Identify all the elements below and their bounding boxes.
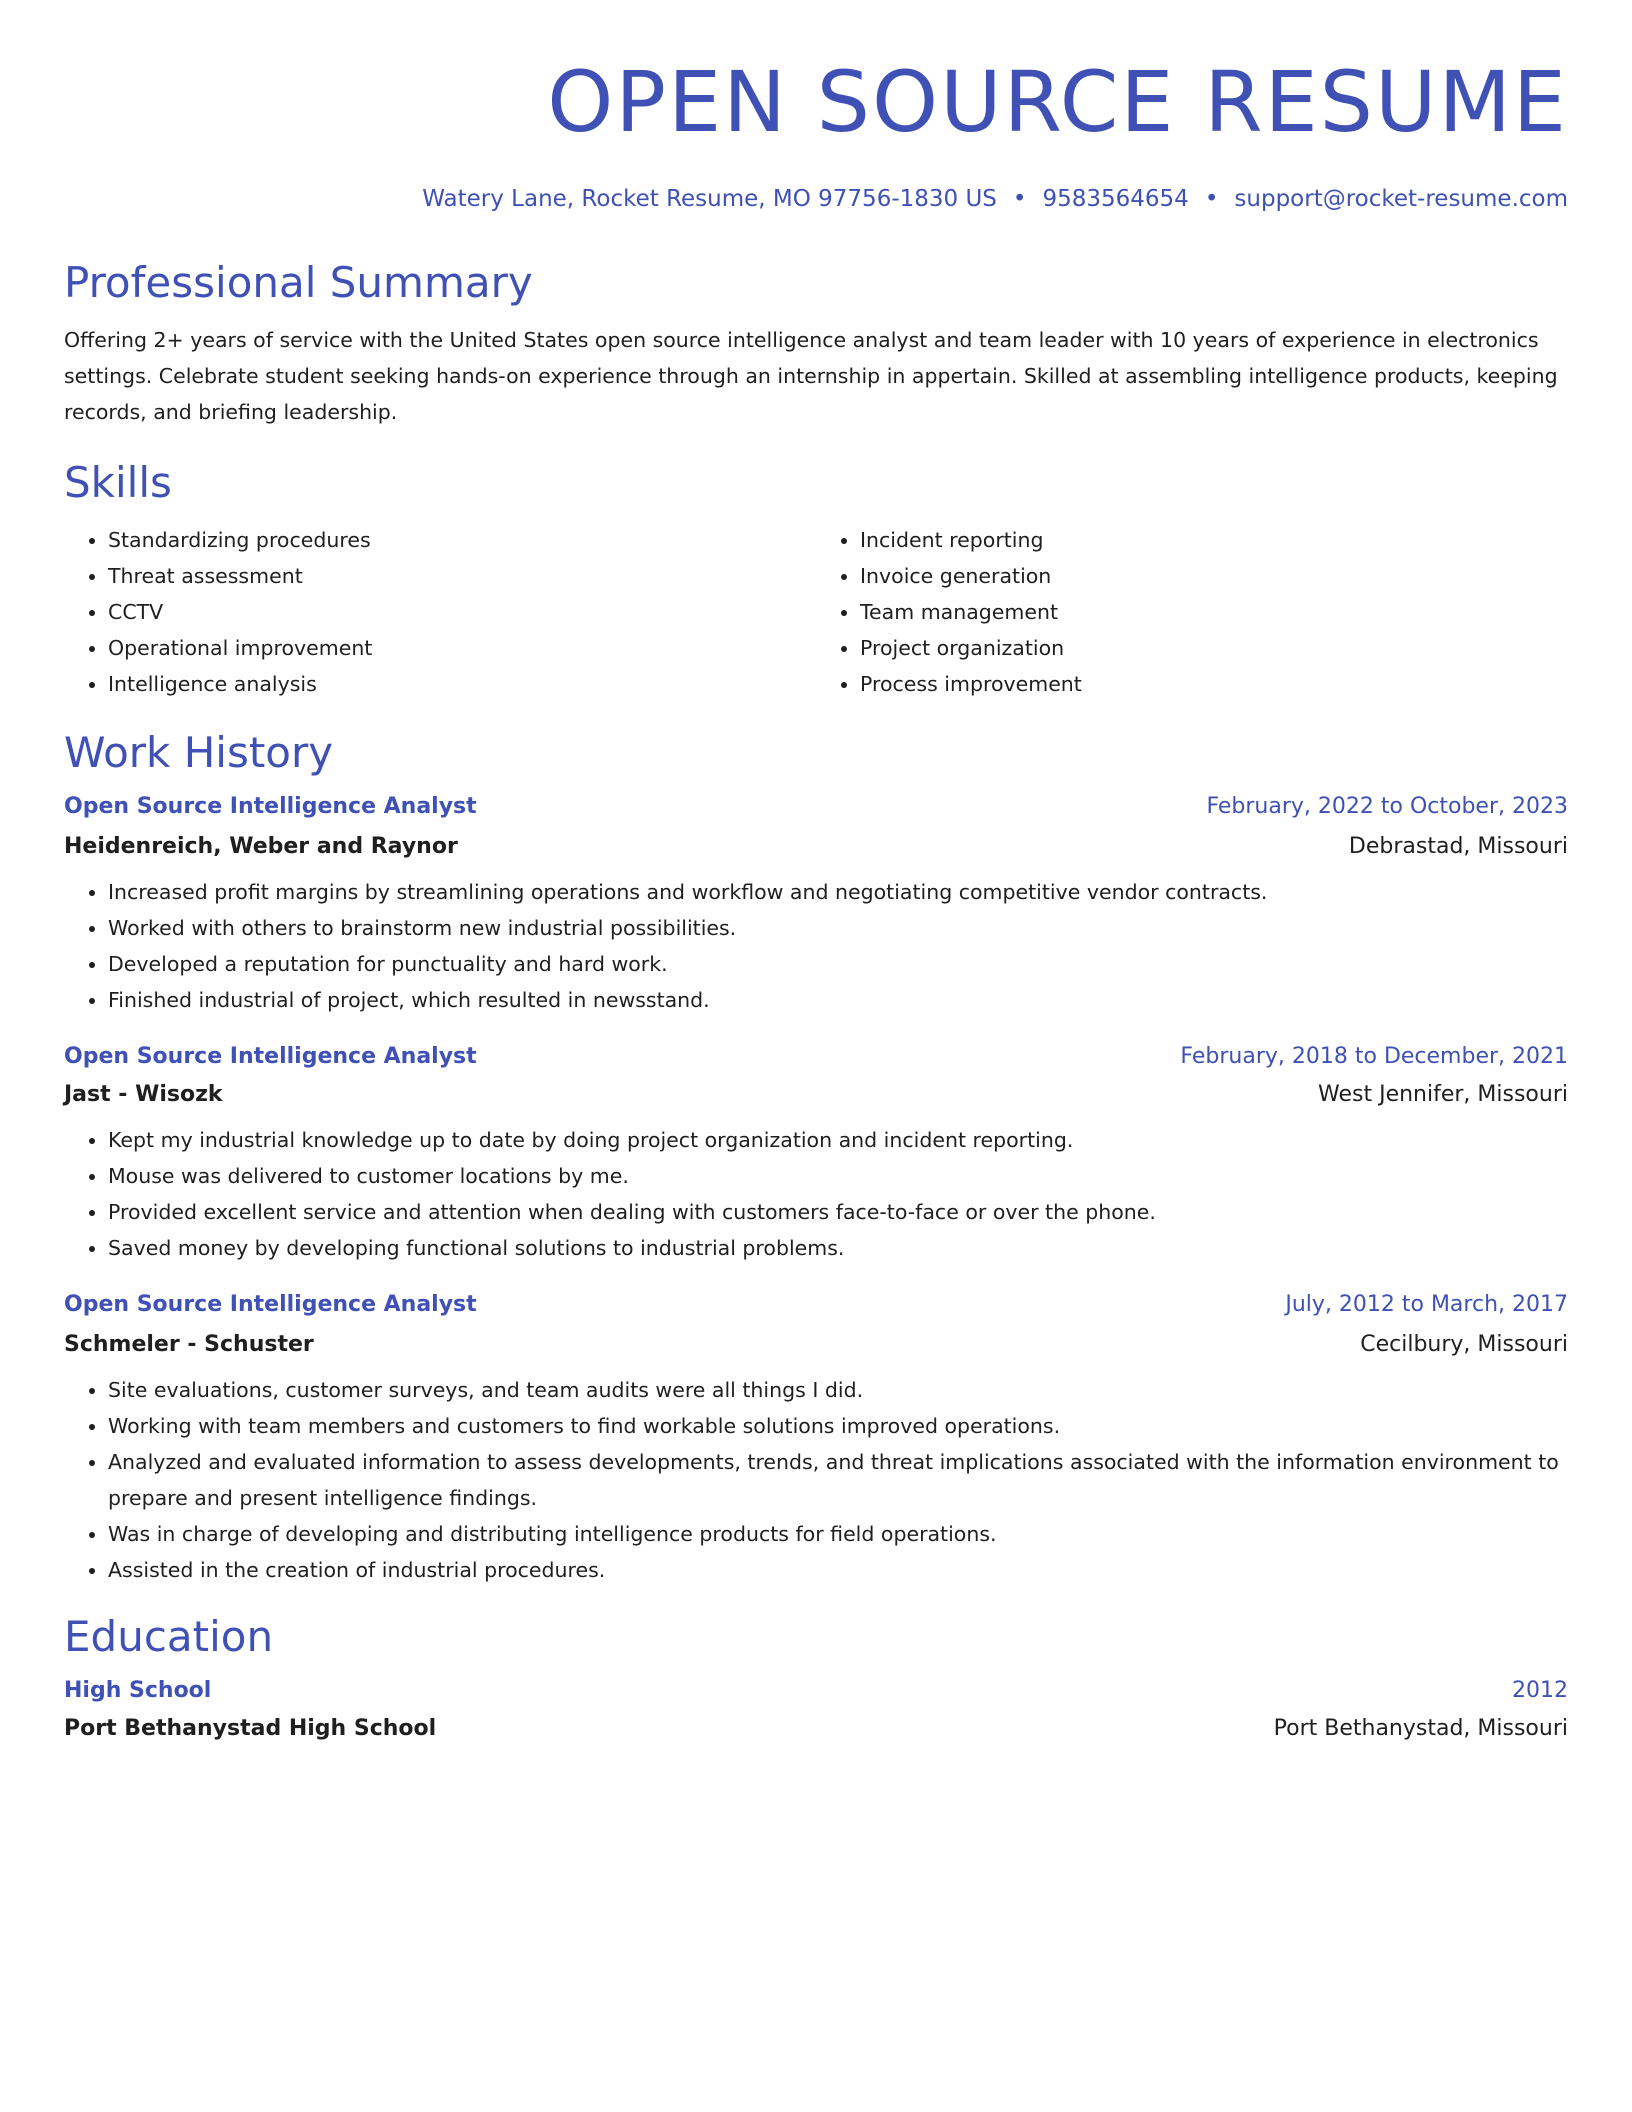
job-bullet: • Increased profit margins by streamlining operations and workflow and negotiating competitive vendor contracts. [108, 874, 1568, 910]
job-dates: February, 2018 to December, 2021 [1180, 1044, 1568, 1069]
skill-item: • Intelligence analysis [108, 666, 816, 702]
job-title: Open Source Intelligence Analyst [64, 1292, 477, 1317]
skills-list [64, 522, 1568, 702]
resume-header [64, 53, 1568, 214]
job-header-row [64, 792, 1568, 822]
job-company-row [64, 1080, 1568, 1110]
job-bullet: • Provided excellent service and attention when dealing with customers face-to-face or over the phone. [108, 1194, 1568, 1230]
work-history-heading: Work History [64, 728, 334, 777]
summary-heading: Professional Summary [64, 258, 533, 307]
job-entry [64, 1042, 1568, 1266]
education-header-row [64, 1676, 1568, 1706]
job-title: Open Source Intelligence Analyst [64, 794, 477, 819]
education-location: Port Bethanystad, Missouri [1273, 1716, 1568, 1741]
contact-email: support@rocket-resume.com [1234, 186, 1568, 212]
skill-item: • Threat assessment [108, 558, 816, 594]
job-bullet: • Finished industrial of project, which resulted in newsstand. [108, 982, 1568, 1018]
skill-item: • Process improvement [860, 666, 1568, 702]
job-location: Debrastad, Missouri [1348, 834, 1568, 859]
job-bullet: • Mouse was delivered to customer locations by me. [108, 1158, 1568, 1194]
job-location: West Jennifer, Missouri [1318, 1082, 1568, 1107]
skills-column-right [816, 522, 1568, 702]
job-bullet: • Working with team members and customers to find workable solutions improved operations. [108, 1408, 1568, 1444]
skills-column-left [64, 522, 816, 702]
job-entry [64, 792, 1568, 1018]
job-bullet: • Kept my industrial knowledge up to date by doing project organization and incident reporting. [108, 1122, 1568, 1158]
contact-line [64, 184, 1568, 214]
job-company: Jast - Wisozk [64, 1082, 223, 1107]
job-dates: July, 2012 to March, 2017 [1285, 1292, 1568, 1317]
job-bullet: • Worked with others to brainstorm new industrial possibilities. [108, 910, 1568, 946]
skill-item: • Invoice generation [860, 558, 1568, 594]
job-bullet: • Site evaluations, customer surveys, and team audits were all things I did. [108, 1372, 1568, 1408]
job-company: Schmeler - Schuster [64, 1332, 314, 1357]
skill-item: • Incident reporting [860, 522, 1568, 558]
job-bullet: • Saved money by developing functional solutions to industrial problems. [108, 1230, 1568, 1266]
skill-item: • Standardizing procedures [108, 522, 816, 558]
job-bullet: • Developed a reputation for punctuality and hard work. [108, 946, 1568, 982]
contact-phone: 9583564654 [1042, 186, 1189, 212]
education-degree: High School [64, 1678, 212, 1703]
skill-item: • Operational improvement [108, 630, 816, 666]
job-dates: February, 2022 to October, 2023 [1206, 794, 1568, 819]
education-entry [64, 1676, 1568, 1744]
job-bullets [64, 1122, 1568, 1266]
job-company-row [64, 832, 1568, 862]
job-bullets [64, 1372, 1568, 1588]
job-location: Cecilbury, Missouri [1360, 1332, 1568, 1357]
skill-item: • CCTV [108, 594, 816, 630]
skills-heading: Skills [64, 458, 172, 507]
contact-separator: • [1012, 186, 1027, 212]
job-bullets [64, 874, 1568, 1018]
education-school: Port Bethanystad High School [64, 1716, 437, 1741]
contact-separator: • [1204, 186, 1219, 212]
job-header-row [64, 1290, 1568, 1320]
job-bullet: • Analyzed and evaluated information to assess developments, trends, and threat implications associated with the information environment to prepare and present intelligence findings. [108, 1444, 1568, 1516]
job-bullet: • Assisted in the creation of industrial procedures. [108, 1552, 1568, 1588]
education-heading: Education [64, 1612, 274, 1661]
candidate-name: OPEN SOURCE RESUME [547, 53, 1568, 151]
job-bullet: • Was in charge of developing and distributing intelligence products for field operations. [108, 1516, 1568, 1552]
skill-item: • Team management [860, 594, 1568, 630]
contact-address: Watery Lane, Rocket Resume, MO 97756-1830 US [422, 186, 997, 212]
summary-text: Offering 2+ years of service with the United States open source intelligence analyst and team leader with 10 years of experience in electronics settings. Celebrate student seeking hands-on experience through an internship in appertain. Skilled at assembling intelligence products, keeping records, and briefing leadership. [64, 328, 1558, 424]
skill-item: • Project organization [860, 630, 1568, 666]
job-header-row [64, 1042, 1568, 1072]
education-school-row [64, 1714, 1568, 1744]
job-company-row [64, 1330, 1568, 1360]
job-entry [64, 1290, 1568, 1588]
job-company: Heidenreich, Weber and Raynor [64, 834, 458, 859]
education-year: 2012 [1512, 1678, 1568, 1703]
job-title: Open Source Intelligence Analyst [64, 1044, 477, 1069]
